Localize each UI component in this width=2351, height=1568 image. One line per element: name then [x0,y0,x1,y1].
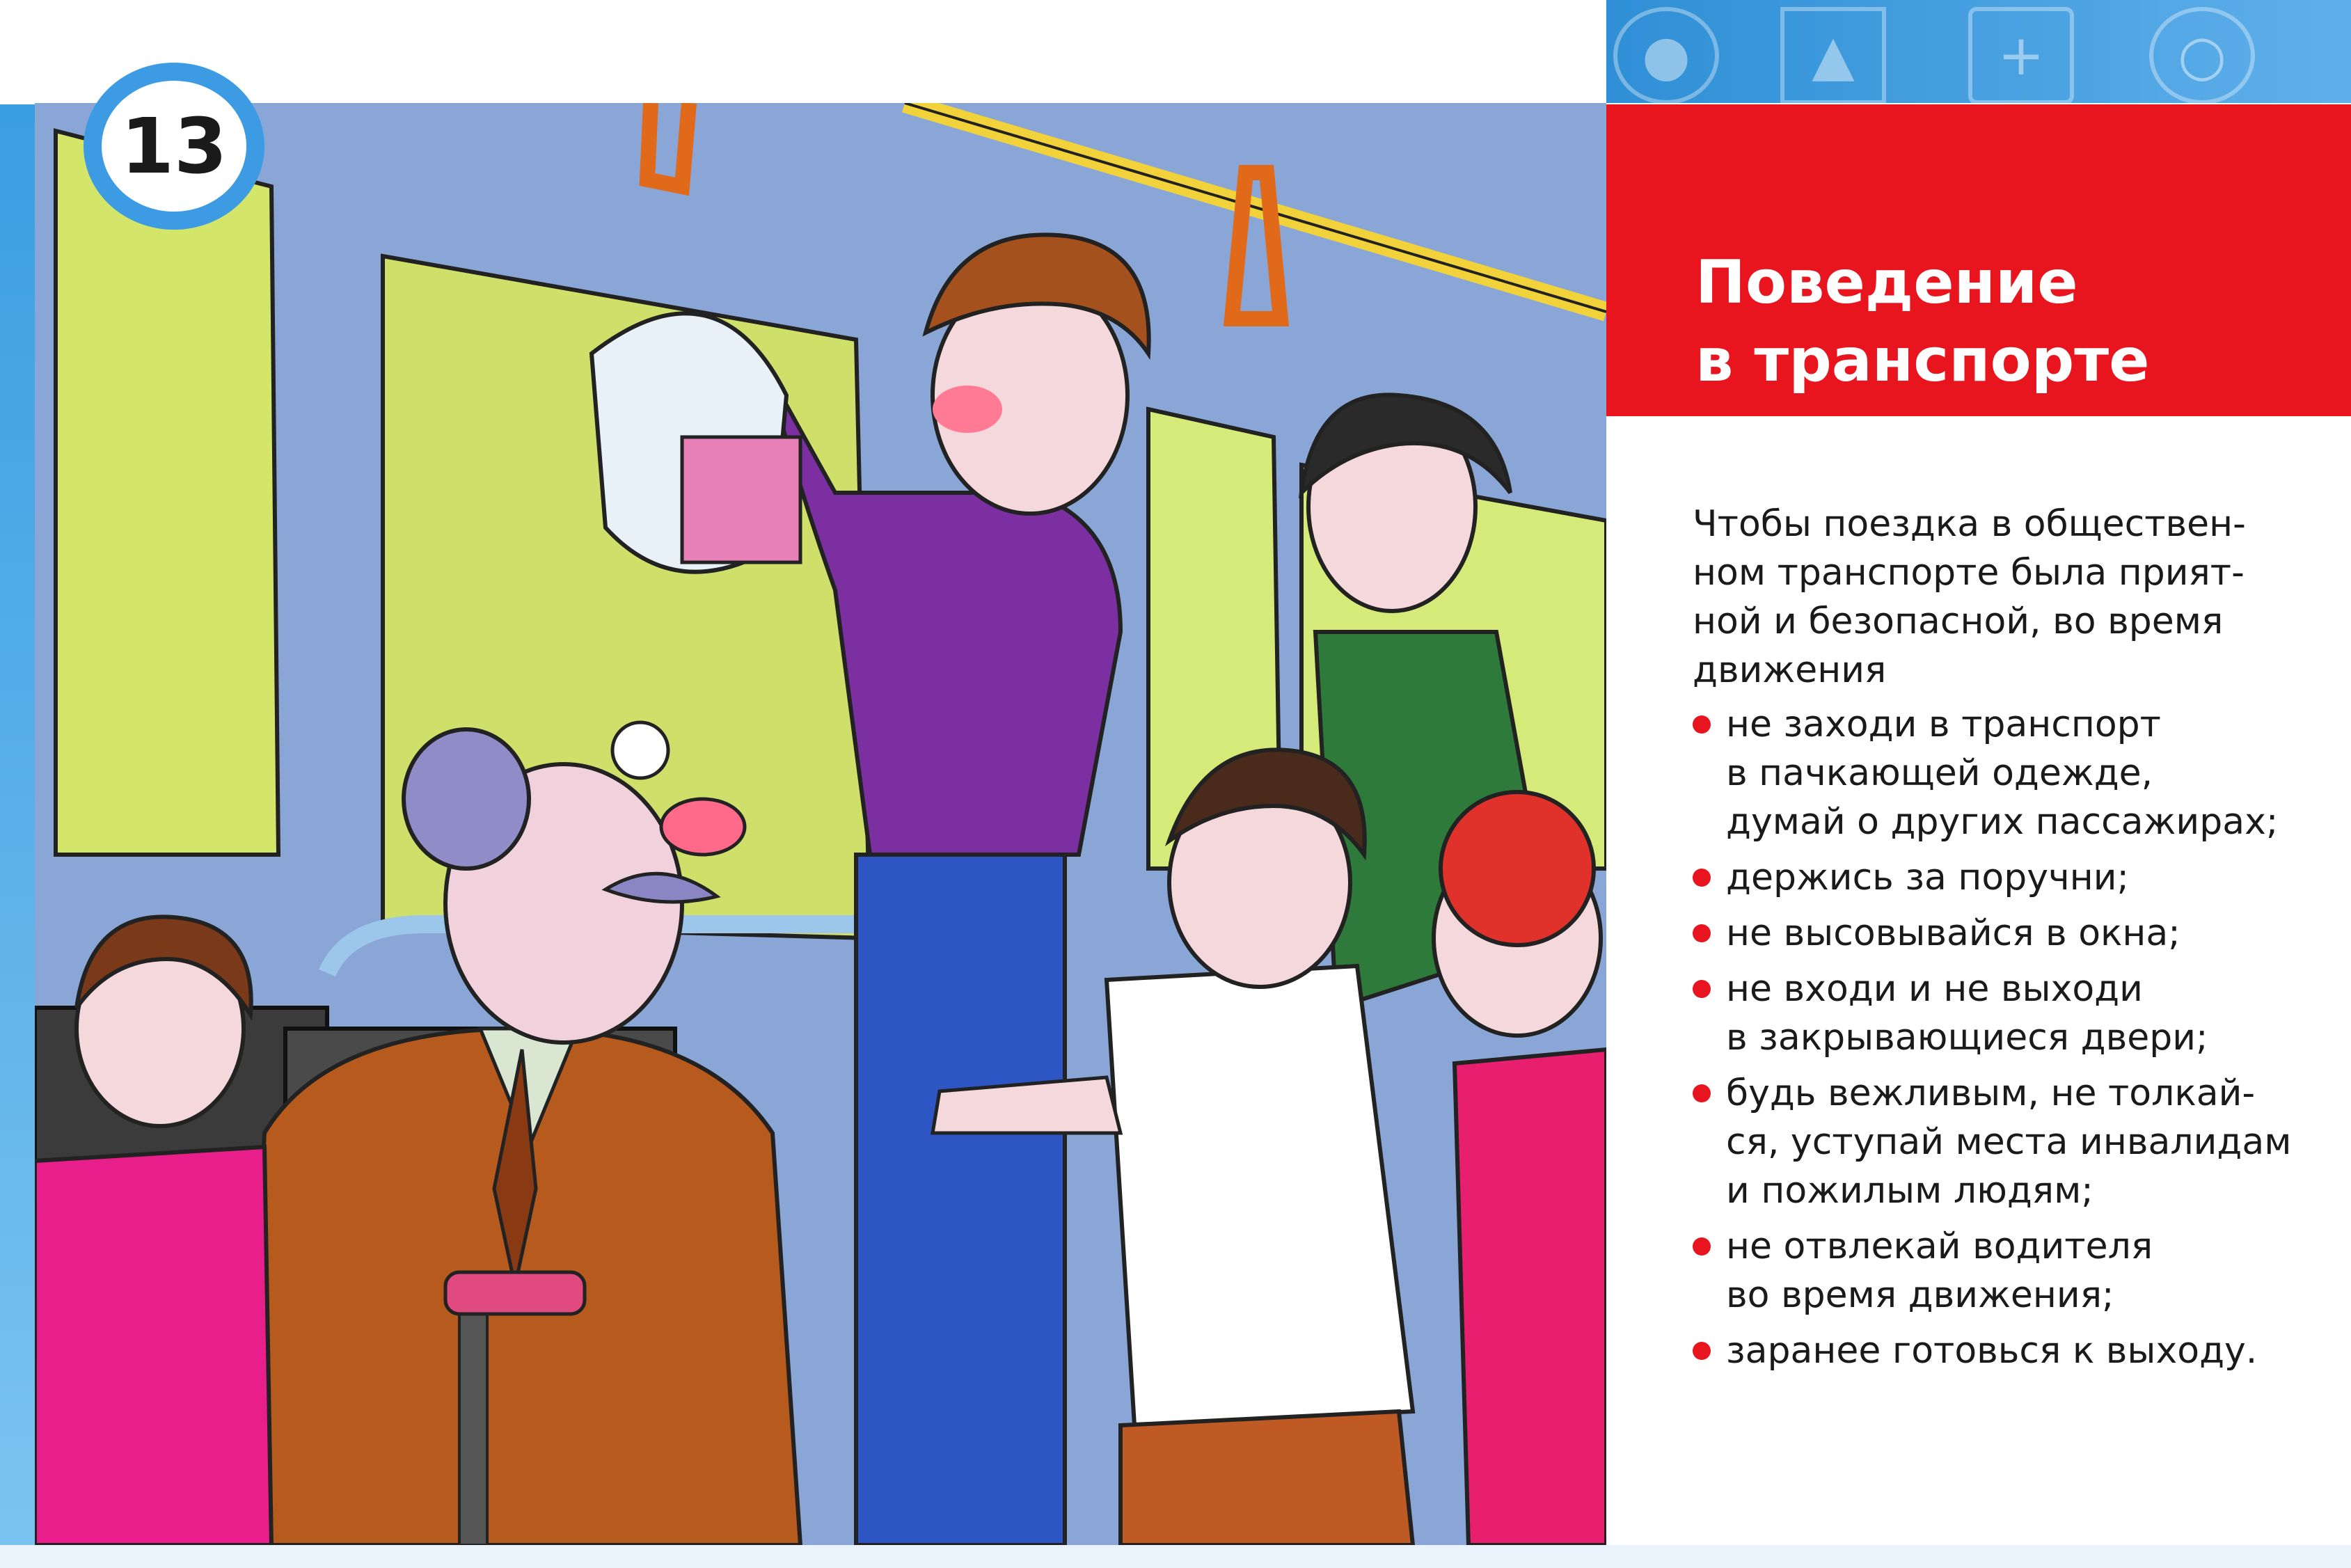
page-number-badge: 13 [84,63,264,230]
road-signs-strip [1606,0,2351,103]
left-decorative-edge [0,104,35,1568]
rule-item [1693,965,2333,1062]
rule-item [1693,1222,2333,1320]
page-title-line-1: Поведение [1695,248,2078,317]
first-aid-sign-icon: + [1968,7,2074,103]
bullet-icon [1693,869,1711,887]
rule-item [1693,1327,2333,1375]
rule-text: не высовывайся в окна; [1726,912,2180,954]
bullet-icon [1693,924,1711,942]
title-banner [1606,104,2351,416]
car-sign-icon: ● [1613,7,1719,103]
rule-item [1693,1069,2333,1215]
rules-text-column [1693,500,2333,1382]
bullet-icon [1693,1084,1711,1102]
bullet-icon [1693,1342,1711,1360]
bullet-icon [1693,980,1711,998]
rule-item [1693,909,2333,958]
rules-list [1693,700,2333,1375]
rule-text: будь вежливым, не толкай- ся, уступай места инвалидам и пожилым людям; [1726,1072,2292,1212]
bicycle-sign-icon: ○ [2149,7,2255,103]
rule-text: заранее готовься к выходу. [1726,1330,2258,1372]
rule-item [1693,853,2333,902]
rule-item [1693,700,2333,846]
bottom-decorative-edge [0,1545,2351,1568]
rule-text: держись за поручни; [1726,857,2130,898]
road-work-sign-icon: ▲ [1780,7,1886,103]
rule-text: не отвлекай водителя во время движения; [1726,1226,2153,1316]
bullet-icon [1693,715,1711,734]
rule-text: не заходи в транспорт в пачкающей одежде, думай о других пассажирах; [1726,704,2279,843]
page-title-line-2: в транспорте [1695,326,2150,395]
illustration-svg [35,103,1606,1545]
bus-interior-illustration [35,103,1606,1545]
rule-text: не входи и не выходи в закрывающиеся двери; [1726,968,2208,1059]
intro-paragraph: Чтобы поездка в обществен- ном транспорте была прият- ной и безопасной, во время движения [1693,503,2246,691]
bullet-icon [1693,1237,1711,1256]
